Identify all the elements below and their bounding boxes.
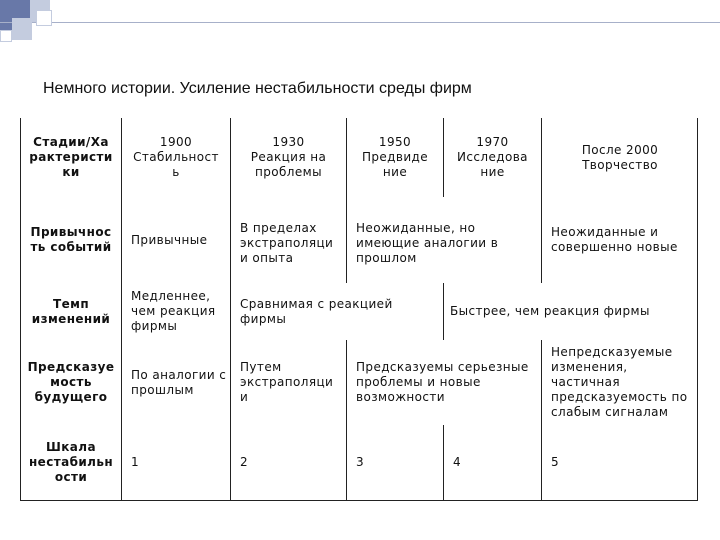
cell-predictability-1930: Путем экстраполяци и (240, 360, 334, 404)
cell-pace-1930-1950: Сравнимая с реакцией фирмы (240, 296, 393, 326)
decor-square-outline (36, 10, 52, 26)
cell-scale-1950: 3 (356, 455, 365, 469)
cell-familiarity-1950-1970: Неожиданные, но имеющие аналогии в прошлом (356, 221, 499, 265)
header-stage: Стадии/Ха рактеристи ки (29, 135, 113, 179)
header-1970: 1970 Исследова ние (457, 135, 528, 179)
cell-predictability-1900: По аналогии с прошлым (131, 367, 227, 397)
cell-scale-2000: 5 (551, 455, 560, 469)
row-label-instability-scale: Шкала нестабильн ости (28, 440, 114, 484)
cell-scale-1900: 1 (131, 455, 140, 469)
header-rule (0, 22, 720, 23)
header-1900: 1900 Стабильност ь (133, 135, 219, 179)
cell-predictability-1950-1970: Предсказуемы серьезные проблемы и новые возможности (356, 360, 529, 404)
header-1930: 1930 Реакция на проблемы (250, 135, 327, 179)
row-label-pace: Темп изменений (31, 296, 111, 326)
decor-square-light-2 (12, 18, 32, 40)
cell-pace-1970-2000: Быстрее, чем реакция фирмы (450, 304, 650, 318)
cell-pace-1900: Медленнее, чем реакция фирмы (131, 289, 216, 333)
header-after-2000: После 2000 Творчество (581, 142, 659, 172)
history-table (20, 118, 698, 501)
cell-scale-1970: 4 (453, 455, 462, 469)
decor-square-outline-2 (0, 30, 12, 42)
cell-scale-1930: 2 (240, 455, 249, 469)
cell-familiarity-1900: Привычные (131, 232, 208, 247)
slide-title: Немного истории. Усиление нестабильности среды фирм (43, 80, 472, 97)
cell-familiarity-1930: В пределах экстраполяци и опыта (240, 221, 334, 265)
cell-predictability-2000: Непредсказуемые изменения, частичная предсказуемость по слабым сигналам (551, 345, 688, 419)
cell-familiarity-2000: Неожиданные и совершенно новые (551, 225, 678, 254)
header-1950: 1950 Предвиде ние (361, 135, 429, 179)
row-label-predictability: Предсказуе мость будущего (27, 360, 115, 404)
row-label-familiarity: Привычнос ть событий (30, 225, 112, 254)
